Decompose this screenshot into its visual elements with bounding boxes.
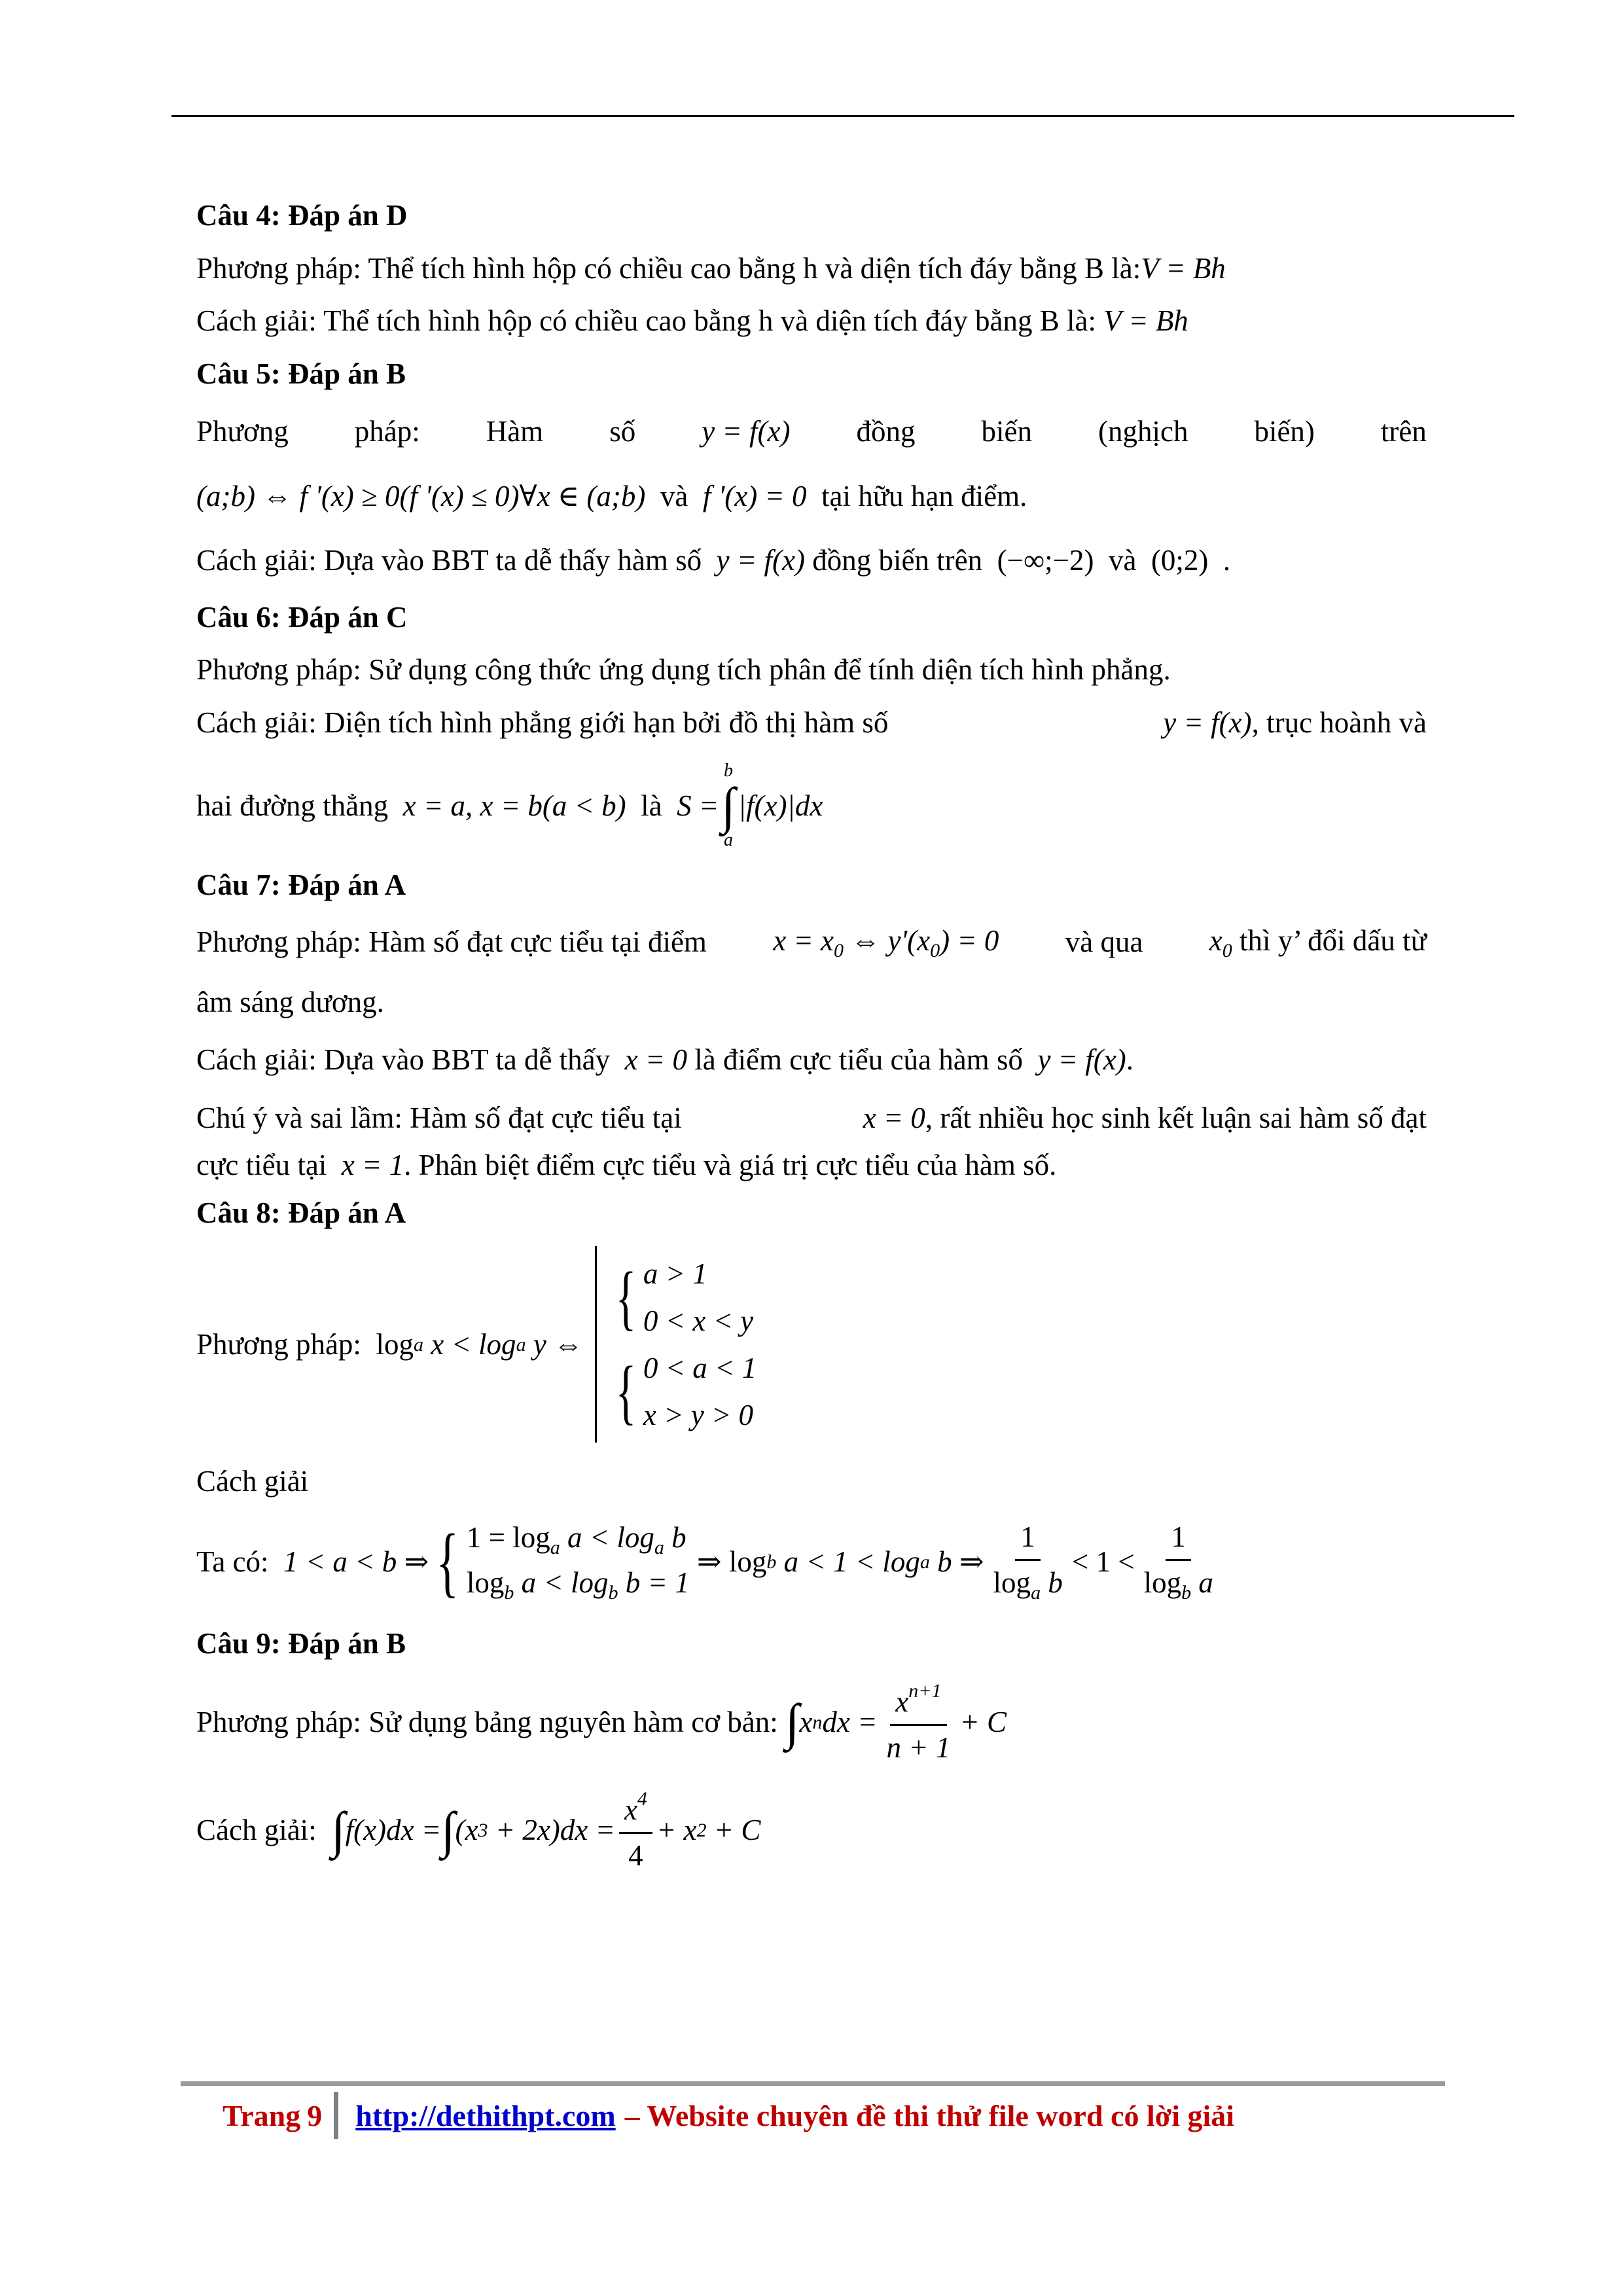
q7-note-line2: cực tiểu tại x = 1. Phân biệt điểm cực tiểu và giá trị cực tiểu của hàm số. — [196, 1149, 1057, 1181]
q9-solution: Cách giải: ∫ f(x)dx = ∫ (x 3 + 2x)dx = $\frac{x^4}{4}$ + x 2 + C — [196, 1786, 1427, 1874]
q6-integral: b ∫ a — [721, 760, 736, 851]
q6-solution-line2: hai đường thẳng x = a, x = b(a < b) là S = b ∫ a |f(x)|dx — [196, 760, 1427, 852]
page-content — [196, 196, 1427, 1874]
footer-page-number: 9 — [307, 2098, 323, 2132]
footer-page-label: Trang — [223, 2098, 301, 2132]
footer-website-link[interactable]: http://dethithpt.com — [355, 2098, 616, 2132]
q8-solution-label: Cách giải — [196, 1465, 309, 1498]
q7-solution: Cách giải: Dựa vào BBT ta dễ thấy x = 0 là điểm cực tiểu của hàm số y = f(x). — [196, 1043, 1133, 1076]
page-footer — [223, 2090, 1234, 2140]
q4-solution: Cách giải: Thể tích hình hộp có chiều cao bằng h và diện tích đáy bằng B là: V = Bh — [196, 304, 1188, 337]
q4-title: Câu 4: Đáp án D — [196, 199, 408, 232]
q8-frac-1: $\frac{1}{\log_a b}$ — [988, 1518, 1068, 1605]
q7-title: Câu 7: Đáp án A — [196, 869, 406, 901]
q9-title: Câu 9: Đáp án B — [196, 1626, 406, 1660]
q9-solution-frac: $\frac{x^4}{4}$ — [619, 1786, 652, 1874]
q8-title: Câu 8: Đáp án A — [196, 1196, 406, 1229]
q5-title: Câu 5: Đáp án B — [196, 357, 406, 390]
footer-tagline: – Website chuyên đề thi thử file word có lời giải — [624, 2098, 1235, 2132]
q7-method-line2: âm sáng dương. — [196, 985, 384, 1018]
q6-method: Phương pháp: Sử dụng công thức ứng dụng tích phân để tính diện tích hình phẳng. — [196, 653, 1171, 686]
header-rule — [171, 115, 1514, 117]
q8-method-cases: { a > 1 0 < x < y { 0 < a < 1 x > y > 0 — [595, 1246, 757, 1443]
footer-separator — [334, 2092, 338, 2139]
q7-note-line1: Chú ý và sai lầm: Hàm số đạt cực tiểu tại x = 0, rất nhiều học sinh kết luận sai hàm số đạt — [196, 1101, 1427, 1134]
q8-method: Phương pháp: log a x < log a y ⇔ { a > 1 0 < x < y { 0 < a < 1 x > y > 0 — [196, 1246, 1427, 1443]
q6-solution-line1: Cách giải: Diện tích hình phẳng giới hạn bởi đồ thị hàm số y = f(x), trục hoành và — [196, 706, 1427, 739]
q5-method-line1: Phương pháp: Hàm số y = f(x) đồng biến (nghịch biến) trên — [196, 415, 1427, 448]
q6-title: Câu 6: Đáp án C — [196, 600, 408, 634]
q4-method: Phương pháp: Thể tích hình hộp có chiều cao bằng h và diện tích đáy bằng B là:V = Bh — [196, 251, 1226, 285]
q8-solution: Ta có: 1 < a < b ⇒ { $1 = \log_a a < \log_a b$ $\log_b a < \log_b b = 1$ ⇒ log b a < 1 < log a b ⇒ $\frac{1}{\log_a b}$ < 1 < $\frac{1}{\log_b a}$ — [196, 1516, 1427, 1607]
q8-frac-2: $\frac{1}{\log_b a}$ — [1139, 1518, 1219, 1605]
q9-method-frac: $\frac{x^{n+1}}{n + 1}$ — [881, 1678, 955, 1767]
q5-solution: Cách giải: Dựa vào BBT ta dễ thấy hàm số y = f(x) đồng biến trên (−∞;−2) và (0;2) . — [196, 544, 1231, 577]
q7-method-line1: Phương pháp: Hàm số đạt cực tiểu tại điểm $x = x_0$ ⇔ $y'(x_0) = 0$ và qua $x_0$ thì y’ đổi dấu từ — [196, 924, 1427, 961]
q9-method: Phương pháp: Sử dụng bảng nguyên hàm cơ bản: ∫ x n dx = $\frac{x^{n+1}}{n + 1}$ + C — [196, 1678, 1427, 1767]
footer-rule — [181, 2081, 1445, 2086]
q5-method-line2: (a;b) ⇔ f '(x) ≥ 0(f '(x) ≤ 0)∀x ∈ (a;b) và f '(x) = 0 tại hữu hạn điểm. — [196, 479, 1027, 512]
